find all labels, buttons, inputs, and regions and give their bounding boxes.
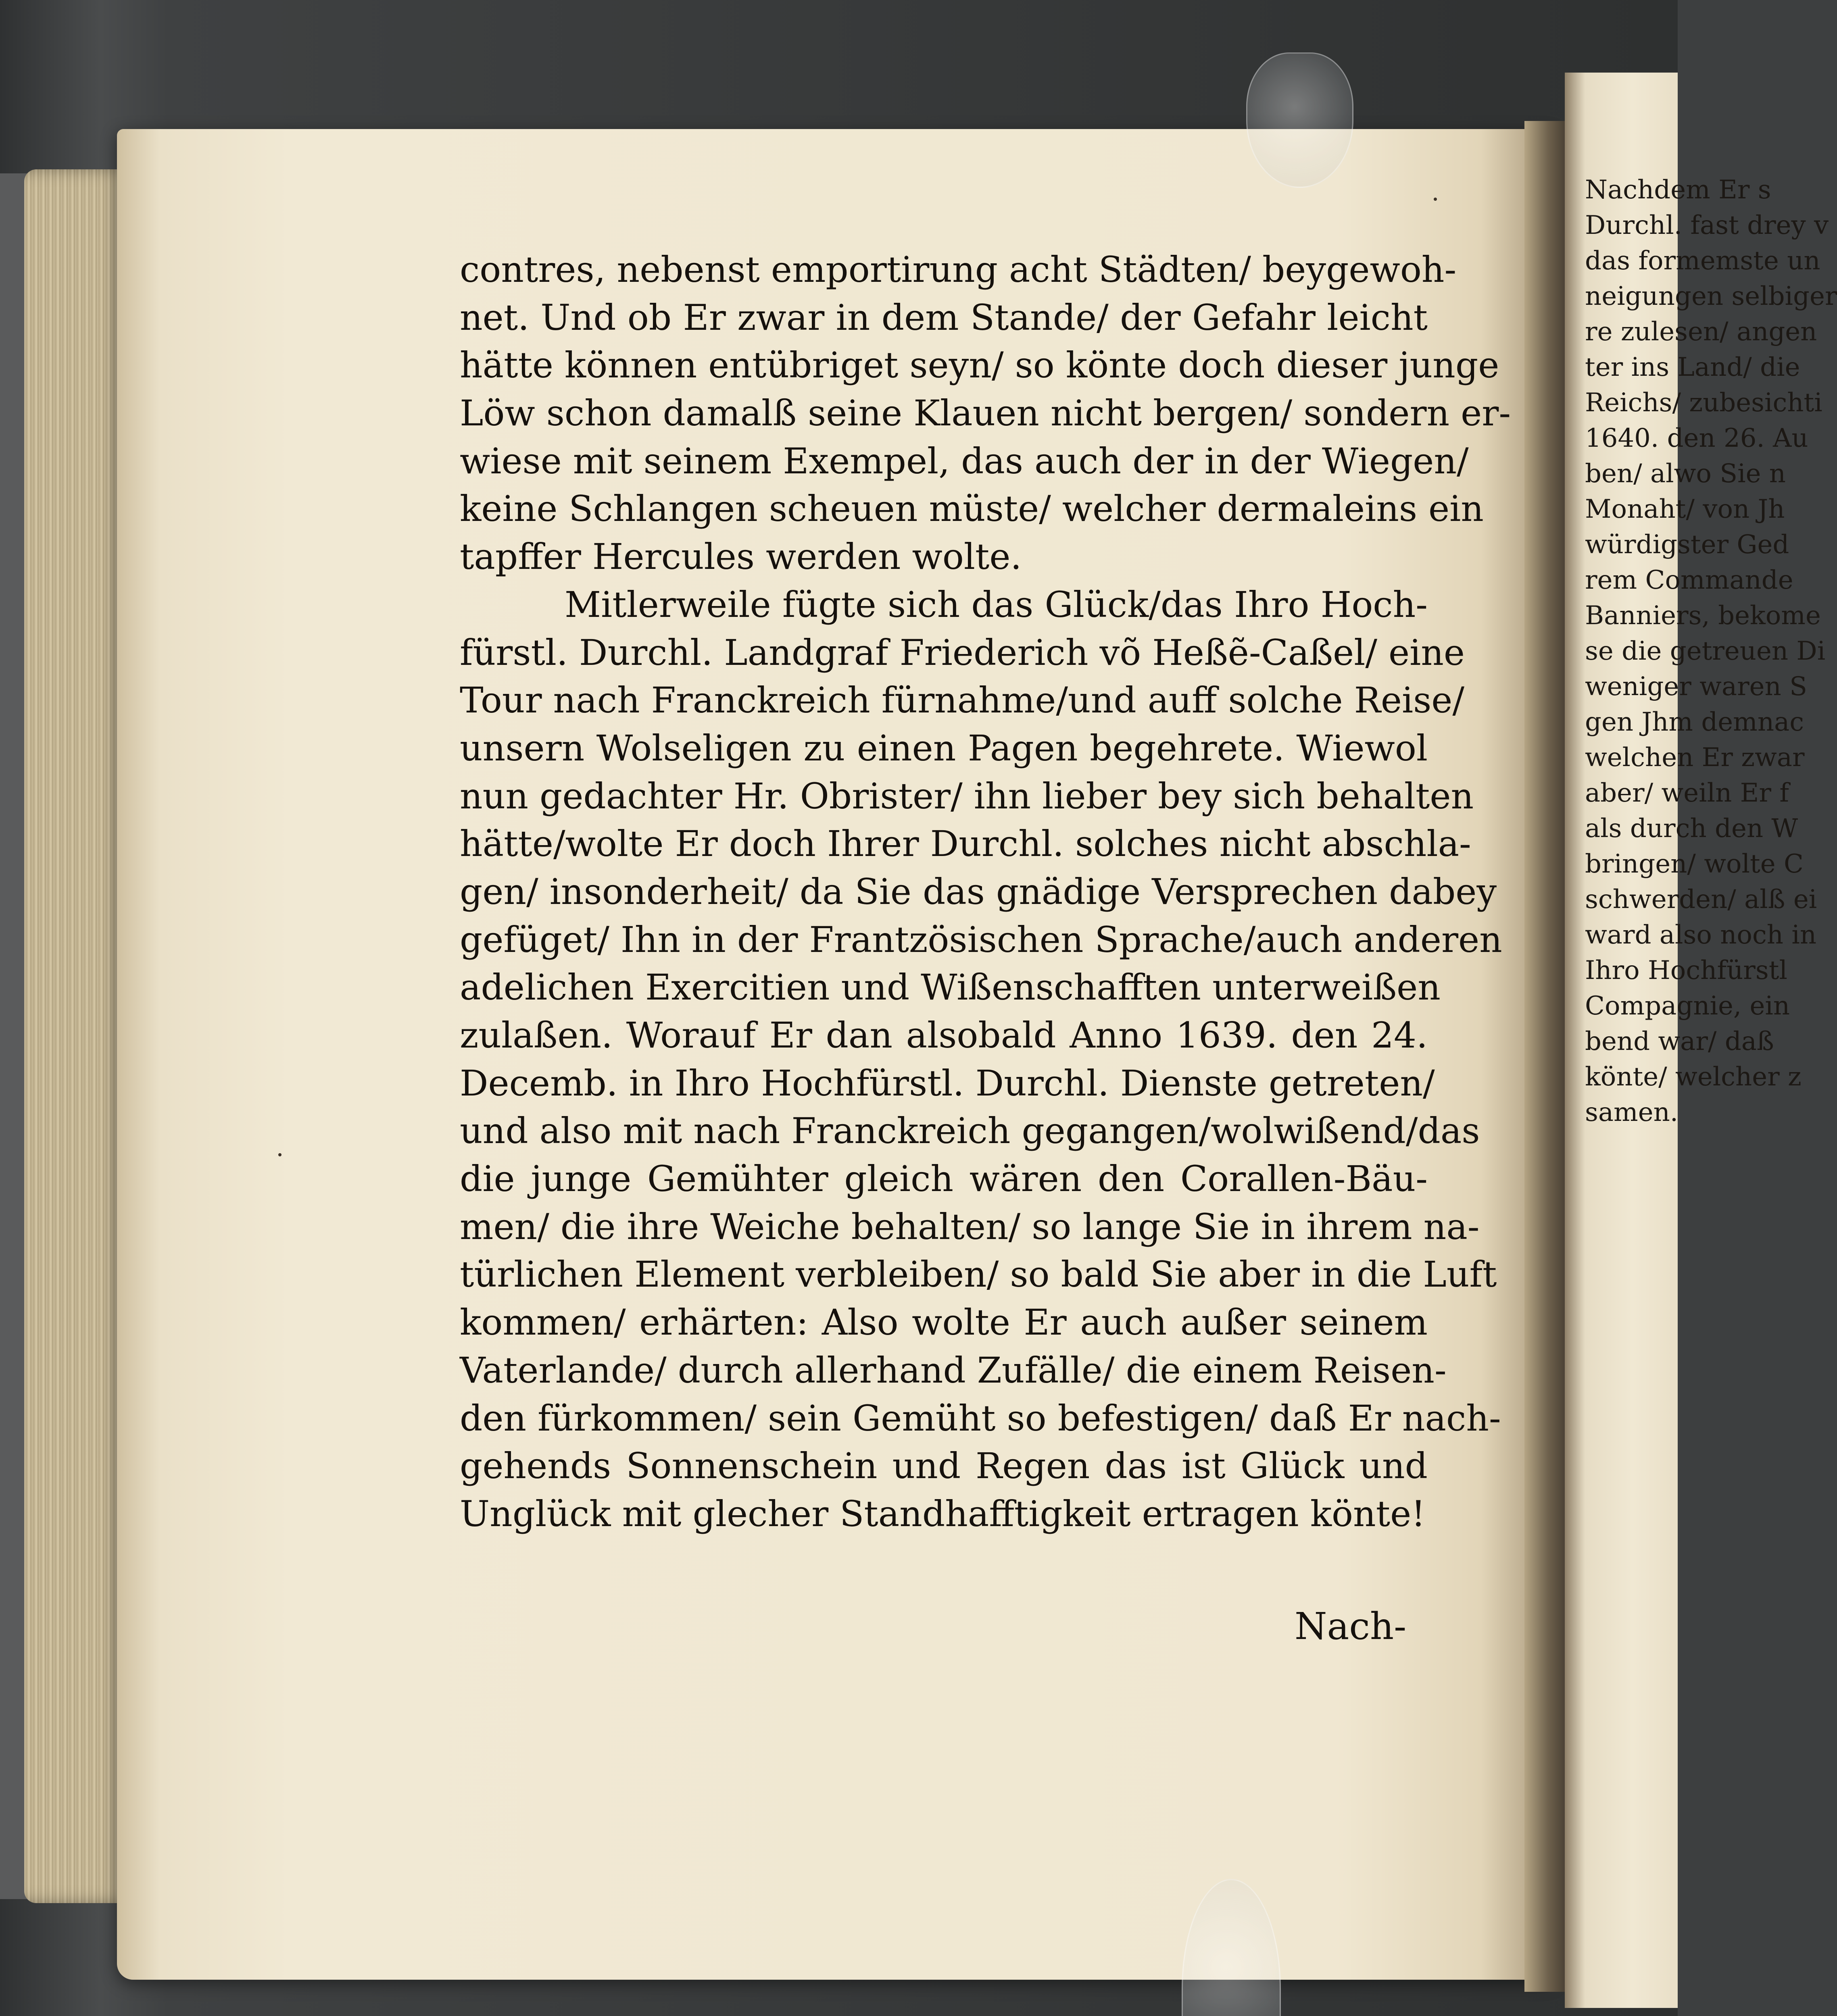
text-line: tapffer Hercules werden wolte. xyxy=(460,536,1022,578)
text-line: den fürkommen/ sein Gemüht so befestigen/ daß Er nach- xyxy=(460,1397,1501,1439)
text-line: re zulesen/ angen xyxy=(1585,317,1817,347)
text-line: nun gedachter Hr. Obrister/ ihn lieber bey sich behalten xyxy=(460,775,1474,817)
text-line: türlichen Element verbleiben/ so bald Sie aber in die Luft xyxy=(460,1254,1497,1295)
text-line: se die getreuen Di xyxy=(1585,636,1826,666)
text-line: Ihro Hochfürstl xyxy=(1585,956,1787,985)
text-line: samen. xyxy=(1585,1098,1679,1127)
text-line: Monaht/ von Jh xyxy=(1585,494,1785,524)
text-line-indented: Mitlerweile fügte sich das Glück/das Ihro Hoch- xyxy=(565,583,1428,625)
text-line: kommen/ erhärten: Also wolte Er auch außer seinem xyxy=(460,1302,1428,1343)
text-line: aber/ weiln Er f xyxy=(1585,778,1789,808)
text-line: contres, nebenst emportirung acht Städten/ beygewoh- xyxy=(460,249,1457,290)
text-line: Decemb. in Ihro Hochfürstl. Durchl. Dienste getreten/ xyxy=(460,1062,1435,1104)
text-line: das formemste un xyxy=(1585,246,1820,276)
text-line: Löw schon damalß seine Klauen nicht bergen/ sondern er- xyxy=(460,392,1511,434)
main-text-block xyxy=(460,246,1511,1538)
text-line: gefüget/ Ihn in der Frantzösischen Sprache/auch anderen xyxy=(460,918,1502,960)
text-line: adelichen Exercitien und Wißenschafften unterweißen xyxy=(460,966,1441,1008)
text-line: Vaterlande/ durch allerhand Zufälle/ die einem Reisen- xyxy=(460,1349,1447,1391)
text-line: bend war/ daß xyxy=(1585,1027,1774,1056)
text-line: würdigster Ged xyxy=(1585,530,1789,560)
right-page-text xyxy=(1585,173,1837,1131)
text-line: könte/ welcher z xyxy=(1585,1062,1802,1092)
text-line: ter ins Land/ die xyxy=(1585,352,1800,382)
text-line: und also mit nach Franckreich gegangen/wolwißend/das xyxy=(460,1110,1480,1152)
text-line: hätte/wolte Er doch Ihrer Durchl. solches nicht abschla- xyxy=(460,823,1471,865)
show-through-text xyxy=(468,1568,710,1593)
text-line: Banniers, bekome xyxy=(1585,601,1821,631)
catchword: Nach- xyxy=(1295,1605,1407,1648)
text-line: net. Und ob Er zwar in dem Stande/ der Gefahr leicht xyxy=(460,296,1428,338)
text-line: ward also noch in xyxy=(1585,920,1817,950)
text-line: gen/ insonderheit/ da Sie das gnädige Versprechen dabey xyxy=(460,871,1497,912)
text-line: Durchl. fast drey v xyxy=(1585,210,1829,240)
text-line: 1640. den 26. Au xyxy=(1585,423,1808,453)
text-line: rem Commande xyxy=(1585,565,1793,595)
text-line: zulaßen. Worauf Er dan alsobald Anno 1639. den 24. xyxy=(460,1014,1428,1056)
text-line: Reichs/ zubesichti xyxy=(1585,388,1822,418)
text-line: welchen Er zwar xyxy=(1585,743,1805,773)
ink-speck xyxy=(1434,198,1437,201)
ink-speck xyxy=(278,1153,281,1156)
text-line: ben/ alwo Sie n xyxy=(1585,459,1786,489)
text-line: gen Jhm demnac xyxy=(1585,707,1804,737)
text-line: gehends Sonnenschein und Regen das ist Glück und xyxy=(460,1445,1428,1487)
text-line: keine Schlangen scheuen müste/ welcher dermaleins ein xyxy=(460,488,1484,530)
text-line: hätte können entübriget seyn/ so könte doch dieser junge xyxy=(460,344,1499,386)
text-line: als durch den W xyxy=(1585,814,1798,843)
text-line: fürstl. Durchl. Landgraf Friederich võ Heßẽ-Caßel/ eine xyxy=(460,631,1465,673)
text-line: unsern Wolseligen zu einen Pagen begehrete. Wiewol xyxy=(460,727,1428,769)
text-line: Tour nach Franckreich fürnahme/und auff solche Reise/ xyxy=(460,679,1464,721)
page-clip-top xyxy=(1246,52,1353,188)
text-line: Nachdem Er s xyxy=(1585,175,1771,205)
text-line: die junge Gemühter gleich wären den Corallen-Bäu- xyxy=(460,1158,1428,1200)
text-line: wiese mit seinem Exempel, das auch der in der Wiegen/ xyxy=(460,440,1469,482)
text-line: Unglück mit glecher Standhafftigkeit ertragen könte! xyxy=(460,1493,1426,1535)
text-line: weniger waren S xyxy=(1585,672,1807,702)
text-line: neigungen selbiger xyxy=(1585,281,1837,311)
text-line: men/ die ihre Weiche behalten/ so lange Sie in ihrem na- xyxy=(460,1206,1480,1248)
text-line: schwerden/ alß ei xyxy=(1585,885,1817,914)
text-line: bringen/ wolte C xyxy=(1585,849,1804,879)
text-line: Compagnie, ein xyxy=(1585,991,1790,1021)
